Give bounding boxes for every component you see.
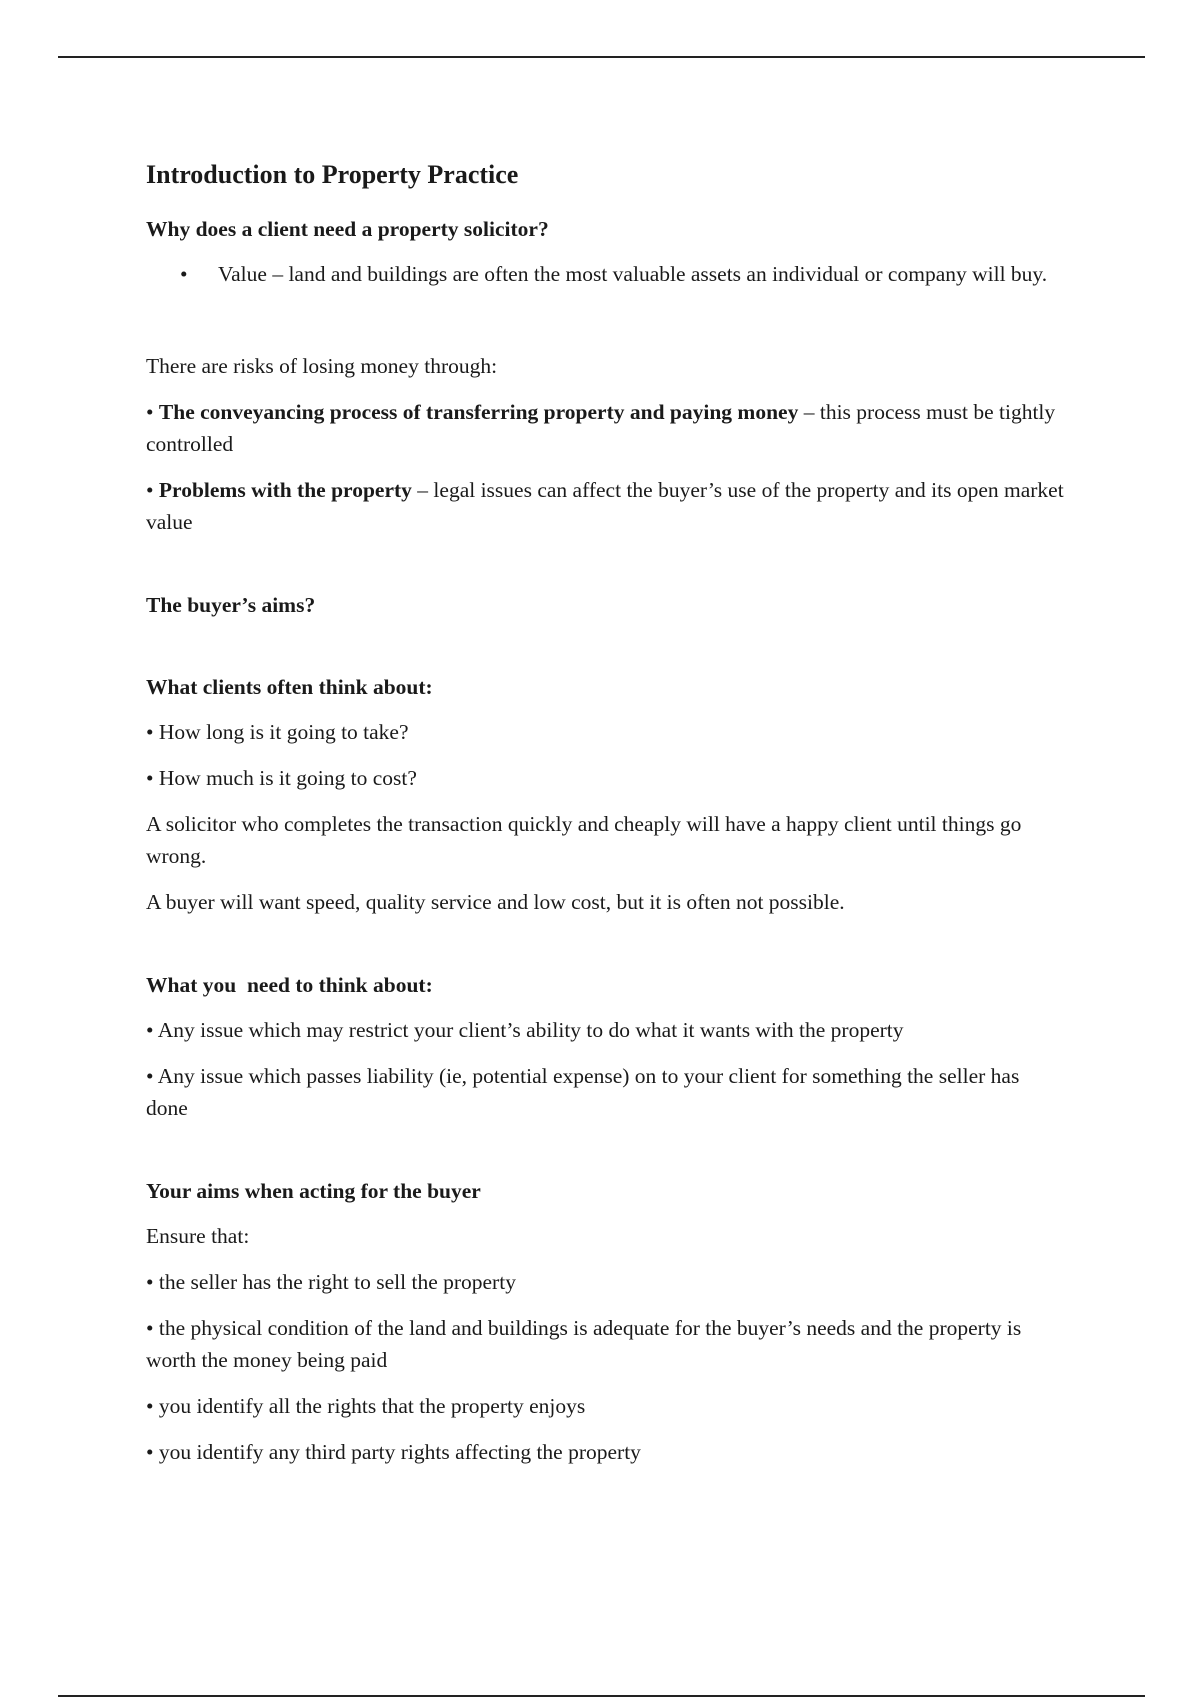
your-aims-item: • you identify all the rights that the property enjoys — [146, 1394, 586, 1418]
you-think-heading: What you need to think about: — [146, 973, 433, 997]
clients-think-item: • How long is it going to take? — [146, 720, 409, 744]
clients-think-paragraph: A solicitor who completes the transaction quickly and cheaply will have a happy client until things go wrong. — [146, 812, 1022, 868]
risk-bullet: • — [146, 478, 159, 502]
bullet-icon: • — [180, 262, 188, 286]
risk-item — [146, 396, 1066, 460]
clients-think-item: • How much is it going to cost? — [146, 766, 417, 790]
risk-text: – this process must be tightly controlled — [146, 400, 1056, 456]
page-title: Introduction to Property Practice — [146, 160, 519, 189]
your-aims-intro: Ensure that: — [146, 1224, 250, 1248]
your-aims-item: • the seller has the right to sell the property — [146, 1270, 516, 1294]
you-think-item: • Any issue which may restrict your client’s ability to do what it wants with the property — [146, 1018, 904, 1042]
why-heading: Why does a client need a property solicitor? — [146, 217, 549, 241]
you-think-item: • Any issue which passes liability (ie, potential expense) on to your client for something the seller has done — [146, 1064, 1020, 1120]
risk-bullet: • — [146, 400, 159, 424]
your-aims-item: • the physical condition of the land and buildings is adequate for the buyer’s needs and the property is worth the money being paid — [146, 1316, 1022, 1372]
document-body — [146, 158, 1066, 1482]
top-rule — [58, 56, 1145, 58]
risk-title: Problems with the property — [158, 478, 412, 502]
clients-think-paragraph: A buyer will want speed, quality service and low cost, but it is often not possible. — [146, 890, 845, 914]
risks-intro: There are risks of losing money through: — [146, 354, 498, 378]
list-item — [146, 258, 1066, 290]
bottom-rule — [58, 1695, 1145, 1697]
your-aims-heading: Your aims when acting for the buyer — [146, 1179, 481, 1203]
your-aims-item: • you identify any third party rights affecting the property — [146, 1440, 641, 1464]
risk-text: – legal issues can affect the buyer’s use of the property and its open market value — [146, 478, 1064, 534]
clients-think-heading: What clients often think about: — [146, 675, 433, 699]
list-item-text: Value – land and buildings are often the most valuable assets an individual or company will buy. — [218, 262, 1048, 286]
risk-item — [146, 474, 1066, 538]
buyers-aims-heading: The buyer’s aims? — [146, 593, 316, 617]
risk-title: The conveyancing process of transferring property and paying money — [158, 400, 799, 424]
why-list — [146, 258, 1066, 290]
